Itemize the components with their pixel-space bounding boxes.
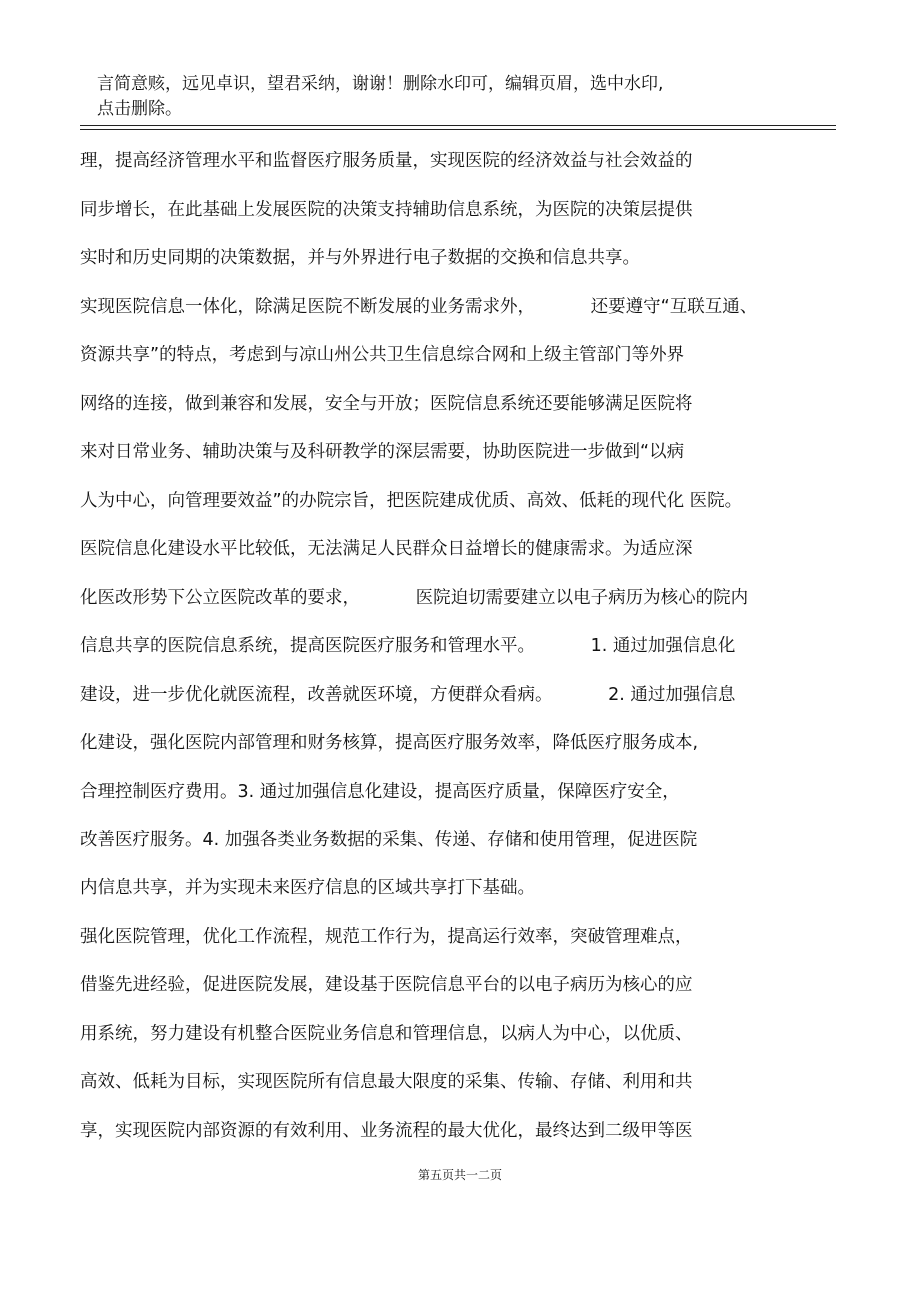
- body-line: 化建设，强化医院内部管理和财务核算，提高医疗服务效率，降低医疗服务成本,: [80, 733, 699, 753]
- header-line-2: 点击删除。: [97, 99, 182, 119]
- header-rule-bottom: [80, 129, 836, 130]
- body-line: 用系统，努力建设有机整合医院业务信息和管理信息，以病人为中心，以优质、: [80, 1024, 693, 1044]
- header-line-1: 言简意赅，远见卓识，望君采纳，谢谢！删除水印可，编辑页眉，选中水印,: [97, 74, 664, 94]
- body-line: 资源共享”的特点，考虑到与凉山州公共卫生信息综合网和上级主管部门等外界: [80, 345, 685, 365]
- body-line: 来对日常业务、辅助决策与及科研教学的深层需要，协助医院进一步做到“以病: [80, 442, 685, 462]
- body-line: 理，提高经济管理水平和监督医疗服务质量，实现医院的经济效益与社会效益的: [80, 151, 693, 171]
- page-number-footer: 第五页共一二页: [417, 1168, 502, 1182]
- body-line: 网络的连接，做到兼容和发展，安全与开放；医院信息系统还要能够满足医院将: [80, 394, 693, 414]
- body-line: 医院信息化建设水平比较低，无法满足人民群众日益增长的健康需求。为适应深: [80, 539, 693, 559]
- page-header: [97, 72, 817, 122]
- body-line: 改善医疗服务。4. 加强各类业务数据的采集、传递、存储和使用管理，促进医院: [80, 830, 698, 850]
- body-line: 实现医院信息一体化，除满足医院不断发展的业务需求外， 还要遵守“互联互通、: [80, 297, 758, 317]
- body-line: 享，实现医院内部资源的有效利用、业务流程的最大优化，最终达到二级甲等医: [80, 1121, 693, 1141]
- body-line: 人为中心，向管理要效益”的办院宗旨，把医院建成优质、高效、低耗的现代化 医院。: [80, 491, 743, 511]
- body-line: 同步增长，在此基础上发展医院的决策支持辅助信息系统，为医院的决策层提供: [80, 200, 693, 220]
- body-line: 信息共享的医院信息系统，提高医院医疗服务和管理水平。 1. 通过加强信息化: [80, 636, 736, 656]
- body-line: 借鉴先进经验，促进医院发展，建设基于医院信息平台的以电子病历为核心的应: [80, 975, 693, 995]
- body-line: 建设，进一步优化就医流程，改善就医环境，方便群众看病。 2. 通过加强信息: [80, 685, 736, 705]
- body-line: 强化医院管理，优化工作流程，规范工作行为，提高运行效率，突破管理难点，: [80, 927, 693, 947]
- body-line: 实时和历史同期的决策数据，并与外界进行电子数据的交换和信息共享。: [80, 248, 640, 268]
- body-line: 高效、低耗为目标，实现医院所有信息最大限度的采集、传输、存储、利用和共: [80, 1072, 693, 1092]
- header-rule-top: [80, 125, 836, 126]
- body-line: 合理控制医疗费用。3. 通过加强信息化建设，提高医疗质量，保障医疗安全，: [80, 782, 680, 802]
- body-line: 内信息共享，并为实现未来医疗信息的区域共享打下基础。: [80, 878, 535, 898]
- body-line: 化医改形势下公立医院改革的要求， 医院迫切需要建立以电子病历为核心的院内: [80, 588, 749, 608]
